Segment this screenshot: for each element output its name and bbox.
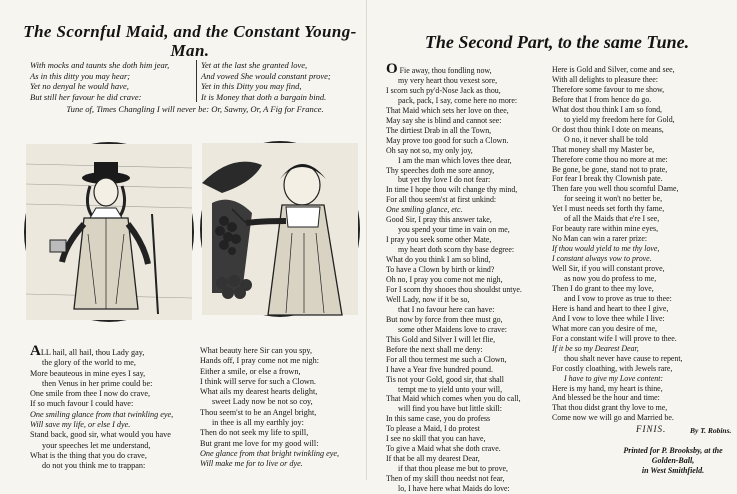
verse-line: I think will serve for such a Clown. [200, 376, 316, 386]
verse-line: ALL hail, all hail, thou Lady gay, [30, 343, 145, 359]
verse-line: lo, I have here what Maids do love: [398, 484, 510, 494]
verse-line: sweet Lady now be not so coy, [212, 397, 313, 407]
verse-line: that I no favour here can have: [398, 304, 495, 314]
verse-line: Before the next shall me deny: [386, 344, 483, 354]
verse-line: I scorn such py'd-Nose Jack as thou, [386, 85, 501, 95]
intro-line: And vowed She would constant prove; [201, 70, 331, 81]
verse-line: What dost thou think I am so fond, [552, 104, 663, 114]
verse-line: tempt me to yield unto your will, [398, 384, 503, 394]
printer-line: in West Smithfield. [641, 466, 705, 475]
verse-line: in thee is all my earthly joy: [212, 418, 304, 428]
intro-line: With mocks and taunts she doth him jear, [30, 60, 170, 70]
verse-line: For a constant wife I will prove to thee. [552, 333, 677, 343]
verse-line: will find you have but little skill: [398, 404, 502, 414]
verse-line: pack, pack, I say, come here no more: [398, 95, 518, 105]
right-title: The Second Part, to the same Tune. [424, 32, 690, 52]
verse-right-column-2 [552, 65, 732, 423]
page-gutter [366, 0, 367, 480]
verse-line: In time I hope thou wilt change thy mind, [386, 185, 518, 195]
verse-line: If so much favour I could have: [30, 399, 134, 409]
verse-line: Thou seem'st to be an Angel bright, [200, 407, 317, 417]
verse-line: That thou didst grant thy love to me, [552, 403, 668, 413]
verse-line: But now by force from thee must go, [386, 314, 503, 324]
verse-line: and I vow to prove as true to thee: [564, 293, 672, 303]
verse-line: Will make me for to live or dye. [200, 459, 303, 469]
verse-left-column-2 [200, 346, 362, 470]
verse-line: To have a Clown by birth or kind? [386, 265, 495, 275]
verse-line: Tis not your Gold, good sir, that shall [386, 374, 504, 384]
verse-line: thou shalt never have cause to repent, [564, 353, 683, 363]
verse-line: do not you think me to trappan: [42, 461, 146, 471]
verse-line: Or dost thou think I dote on means, [552, 124, 664, 134]
verse-line: I have a Year five hundred pound. [386, 364, 493, 374]
verse-line: O no, it never shall be told [564, 134, 648, 144]
verse-line: Stand back, good sir, what would you have [30, 430, 171, 440]
verse-line: If it be so my Dearest Dear, [552, 343, 639, 353]
verse-line: Well Sir, if you will constant prove, [552, 264, 665, 274]
verse-line: my heart doth scorn thy base degree: [398, 245, 515, 255]
verse-line: That Maid which sets her love on thee, [386, 105, 509, 115]
maid-illustration [202, 143, 358, 315]
verse-line: Here is Gold and Silver, come and see, [552, 65, 675, 74]
verse-line: With all delights to pleasure thee: [552, 74, 658, 84]
verse-line: Hands off, I pray come not me nigh: [200, 356, 319, 366]
intro-line: But still her favour he did crave: [30, 91, 142, 102]
verse-left-column-1 [30, 343, 190, 472]
intro-column-1 [30, 60, 190, 102]
verse-line: The dirtiest Drab in all the Town, [386, 125, 492, 135]
verse-line: Before that I from hence do go. [552, 94, 652, 104]
young-man-illustration [26, 144, 192, 320]
verse-line: Yet I must needs set forth thy fame, [552, 204, 665, 214]
verse-line: And I vow to love thee while I live: [552, 313, 665, 323]
verse-line: to yield my freedom here for Gold, [564, 114, 675, 124]
verse-line: That Maid which comes when you do call, [386, 394, 521, 404]
verse-line: Here is my hand, my heart is thine, [552, 383, 663, 393]
verse-line: Good Sir, I pray this answer take, [386, 215, 492, 225]
tune-line: Tune of, Times Changling I will never be: Or, Sawny, Or, A Fig for France. [66, 104, 324, 114]
verse-line: as now you do profess to me, [564, 274, 657, 284]
verse-line: I have to give my Love content: [564, 373, 664, 383]
verse-right-column-1 [386, 61, 561, 494]
verse-line: Thy speeches doth me sore annoy, [386, 165, 495, 175]
verse-line: To give a Maid what she doth crave. [386, 444, 501, 454]
verse-line: What ails my dearest hearts delight, [200, 387, 318, 397]
verse-line: my very heart thou vexest sore, [398, 75, 498, 85]
verse-line: if that thou please me but to prove, [398, 464, 509, 474]
verse-line: For all thou seem'st at first unkind: [386, 195, 497, 205]
verse-line: you spend your time in vain on me, [398, 225, 510, 235]
verse-line: If thou would yield to me thy love, [552, 244, 660, 254]
verse-line: Therefore some favour to me show, [552, 84, 665, 94]
woodcut-maid [200, 141, 360, 317]
verse-line: of all the Maids that e're I see, [564, 214, 660, 224]
verse-line: Then fare you well thou scornful Dame, [552, 184, 679, 194]
verse-line: No Man can win a rarer prize: [552, 234, 648, 244]
verse-line: Then do not seek my life to spill, [200, 428, 309, 438]
finis-mark: FINIS. [636, 424, 667, 434]
verse-line: And blessed be the hour and time: [552, 393, 660, 403]
author-credit: By T. Robins. [690, 426, 732, 435]
verse-line: O Fie away, thou fondling now, [386, 61, 492, 77]
verse-line: What is the thing that you do crave, [30, 450, 147, 460]
verse-line: One smile from thee I now do crave, [30, 389, 151, 399]
verse-line: Oh no, I pray you come not me nigh, [386, 275, 503, 285]
verse-line: This Gold and Silver I will let flie, [386, 334, 496, 344]
verse-line: for seeing it won't no better be, [564, 194, 663, 204]
verse-line: For beauty rare within mine eyes, [552, 224, 659, 234]
verse-line: Then of my skill thou needst not fear, [386, 474, 505, 484]
intro-line: It is Money that doth a bargain bind. [201, 91, 327, 102]
printer-imprint [614, 446, 732, 476]
verse-line: One smiling glance from that twinkling eye, [30, 409, 174, 419]
verse-line: If that be all my dearest Dear, [386, 454, 480, 464]
verse-line: I see no skill that you can have, [386, 434, 486, 444]
intro-column-2 [196, 60, 366, 102]
verse-line: May prove too good for such a Clown. [386, 135, 509, 145]
verse-line: But grant me love for my good will: [200, 438, 319, 448]
verse-line: then Venus in her prime could be: [42, 378, 153, 388]
verse-line: One smiling glance, etc. [386, 205, 463, 215]
verse-line: To please a Maid, I do protest [386, 424, 480, 434]
verse-line: For costly cloathing, with Jewels rare, [552, 363, 673, 373]
verse-line: I am the man which loves thee dear, [398, 155, 512, 165]
left-page [0, 0, 368, 480]
verse-line: May say she is blind and cannot see: [386, 115, 502, 125]
verse-line: For I scorn thy shooes thou shouldst untye. [386, 284, 522, 294]
verse-line: Oh say not so, my only joy, [386, 145, 473, 155]
right-page [368, 0, 737, 494]
verse-line: What more can you desire of me, [552, 323, 657, 333]
verse-line: I constant always vow to prove. [552, 254, 652, 264]
verse-line: some other Maidens love to crave: [398, 324, 507, 334]
verse-line: What beauty here Sir can you spy, [200, 346, 313, 355]
verse-line: For all thou termest me such a Clown, [386, 354, 507, 364]
verse-line: Therefore come thou no more at me: [552, 154, 668, 164]
verse-line: I pray you seek some other Mate, [386, 235, 492, 245]
intro-line: Yet no denyal he would have, [30, 81, 129, 92]
printer-line: Printed for P. Brooksby, at the Golden-Ball, [623, 446, 723, 465]
verse-line: the glory of the world to me, [42, 358, 136, 368]
verse-line: Then I do grant to thee my love, [552, 283, 654, 293]
verse-line: One glance from that bright twinkling eye, [200, 448, 340, 458]
verse-line: In this same case, you do profess [386, 414, 491, 424]
intro-line: As in this ditty you may hear; [30, 70, 131, 81]
verse-line: but yet thy love I do not fear: [398, 175, 491, 185]
left-title: The Scornful Maid, and the Constant Young-Man. [23, 22, 357, 60]
verse-line: Here is hand and heart to thee I give, [552, 303, 669, 313]
woodcut-young-man [24, 142, 194, 322]
verse-line: What do you think I am so blind, [386, 255, 491, 265]
verse-line: More beauteous in mine eyes I say, [30, 368, 146, 378]
verse-line: That money shall my Master be, [552, 144, 655, 154]
verse-line: For fear I break thy Clownish pate. [552, 174, 663, 184]
verse-line: Come now we will go and Married be. [552, 413, 674, 423]
intro-line: Yet in this Ditty you may find, [201, 81, 302, 92]
verse-line: Be gone, be gone, stand not to prate, [552, 164, 668, 174]
verse-line: Will save my life, or else I dye. [30, 420, 131, 430]
verse-line: Well Lady, now if it be so, [386, 294, 470, 304]
verse-line: Either a smile, or else a frown, [200, 366, 301, 376]
verse-line: your speeches let me understand, [42, 440, 151, 450]
intro-line: Yet at the last she granted love, [201, 60, 308, 70]
